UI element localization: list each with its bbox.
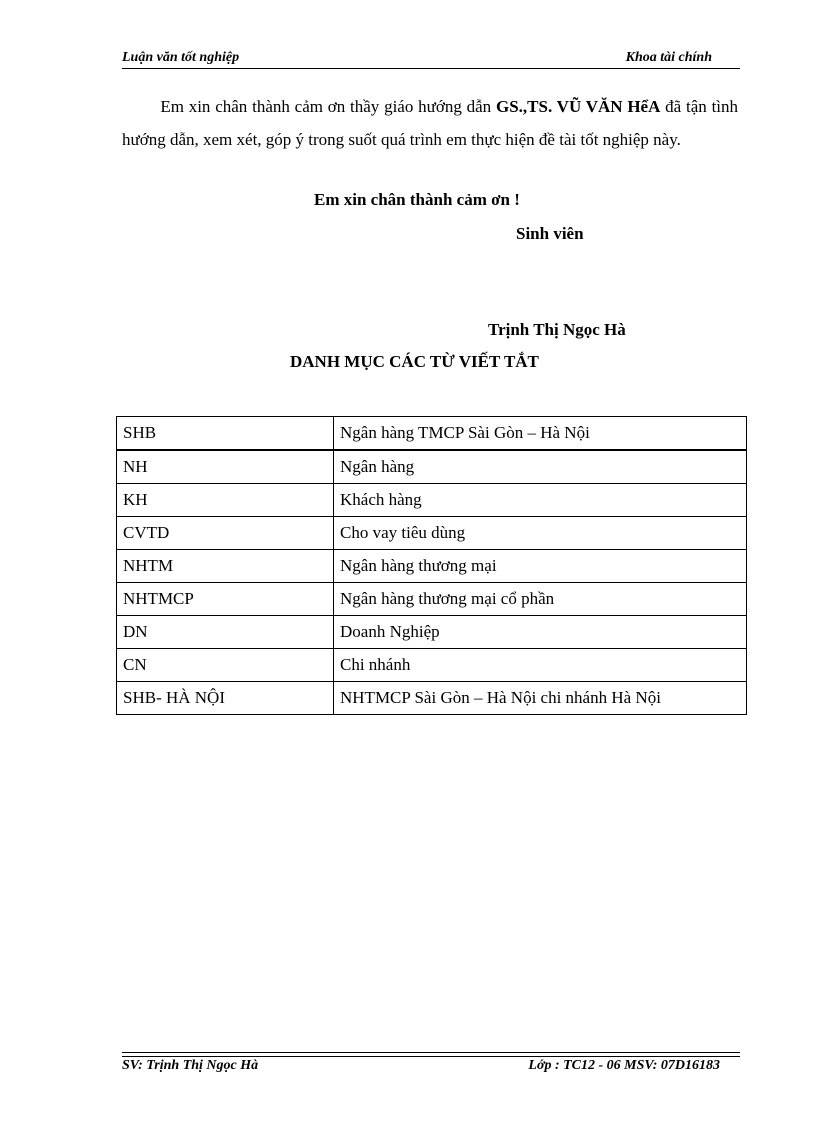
abbreviations-table — [116, 416, 747, 715]
table-row — [117, 450, 747, 484]
abbreviation-cell: SHB- HÀ NỘI — [117, 682, 334, 715]
page-footer — [122, 1058, 740, 1078]
meaning-cell: Khách hàng — [334, 484, 747, 517]
abbreviation-cell: CN — [117, 649, 334, 682]
footer-divider-top — [122, 1052, 740, 1053]
table-row — [117, 550, 747, 583]
header-thesis-label: Luận văn tốt nghiệp — [122, 50, 240, 65]
advisor-name: GS.,TS. VŨ VĂN HểA — [495, 97, 661, 116]
meaning-cell: Doanh Nghiệp — [334, 616, 747, 649]
meaning-cell: Cho vay tiêu dùng — [334, 517, 747, 550]
meaning-cell: Ngân hàng TMCP Sài Gòn – Hà Nội — [334, 417, 747, 451]
table-row — [117, 682, 747, 715]
meaning-cell: Ngân hàng thương mại cổ phần — [334, 583, 747, 616]
table-row — [117, 583, 747, 616]
ack-text-before: Em xin chân thành cảm ơn thầy giáo hướng dẫn — [160, 97, 496, 116]
table-row — [117, 417, 747, 451]
meaning-cell: Ngân hàng thương mại — [334, 550, 747, 583]
meaning-cell: Ngân hàng — [334, 450, 747, 484]
abbreviation-cell: KH — [117, 484, 334, 517]
header-faculty-label: Khoa tài chính — [625, 50, 712, 65]
abbreviation-cell: NHTMCP — [117, 583, 334, 616]
header-divider — [122, 68, 740, 69]
abbreviation-cell: NHTM — [117, 550, 334, 583]
table-row — [117, 484, 747, 517]
student-name: Trịnh Thị Ngọc Hà — [488, 320, 626, 339]
meaning-cell: Chi nhánh — [334, 649, 747, 682]
thanks-line: Em xin chân thành cảm ơn ! — [314, 190, 520, 209]
table-row — [117, 616, 747, 649]
abbreviation-cell: CVTD — [117, 517, 334, 550]
abbreviation-cell: DN — [117, 616, 334, 649]
footer-divider-bottom — [122, 1056, 740, 1057]
ack-text-after: đã tận tình hướng dẫn, xem xét, góp ý trong suốt quá trình em thực hiện đề tài tốt nghiệp này. — [122, 97, 739, 149]
student-label: Sinh viên — [516, 224, 584, 243]
abbreviation-cell: SHB — [117, 417, 334, 451]
meaning-cell: NHTMCP Sài Gòn – Hà Nội chi nhánh Hà Nội — [334, 682, 747, 715]
footer-student: SV: Trịnh Thị Ngọc Hà — [122, 1058, 259, 1073]
table-row — [117, 517, 747, 550]
abbreviation-cell: NH — [117, 450, 334, 484]
acknowledgement-paragraph — [122, 90, 738, 156]
table-row — [117, 649, 747, 682]
abbreviations-title: DANH MỤC CÁC TỪ VIẾT TẮT — [290, 352, 539, 371]
footer-class-id: Lớp : TC12 - 06 MSV: 07D16183 — [528, 1058, 720, 1073]
page-header — [122, 48, 740, 68]
